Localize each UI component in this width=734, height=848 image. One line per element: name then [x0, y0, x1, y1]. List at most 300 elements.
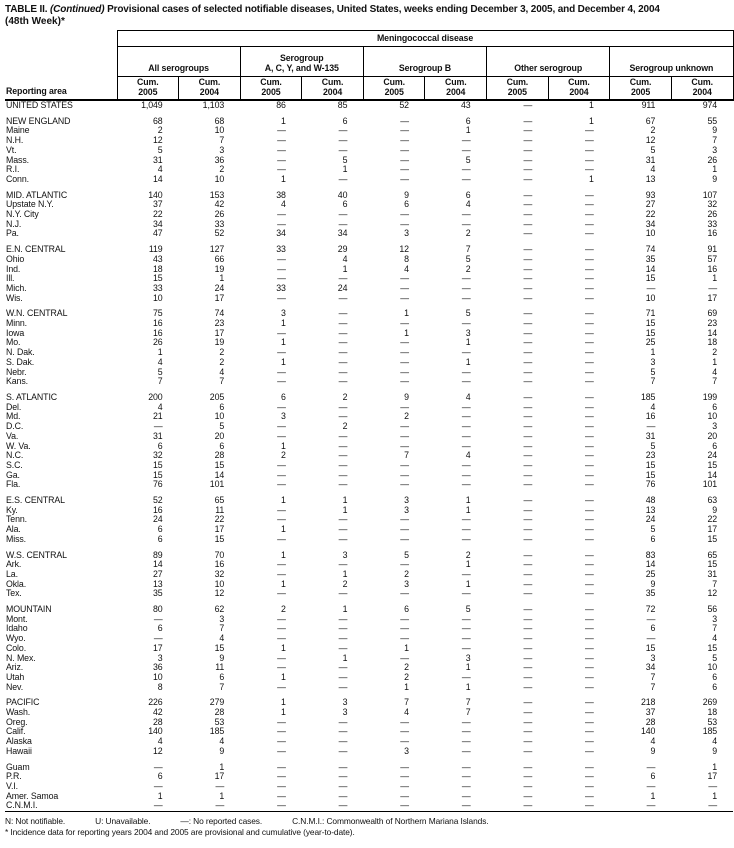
- value-cell: —: [400, 115, 409, 126]
- value-cell: —: [646, 761, 656, 772]
- value-cell: —: [585, 356, 594, 367]
- value-cell: 69: [707, 308, 718, 319]
- value-cell: 5: [404, 549, 409, 560]
- value-cell: —: [400, 479, 409, 490]
- value-cell: 9: [404, 391, 409, 402]
- legend-cnmi: C.N.M.I.: Commonwealth of Northern Mariana Islands.: [292, 816, 489, 827]
- value-cell: 76: [153, 479, 163, 490]
- value-cell: 1: [280, 356, 286, 367]
- reporting-area-cell: Ark.: [6, 559, 22, 570]
- value-cell: 14: [707, 469, 718, 480]
- value-cell: —: [523, 421, 533, 432]
- value-cell: 1: [157, 790, 163, 801]
- value-cell: —: [461, 771, 471, 782]
- value-cell: —: [585, 292, 594, 303]
- value-cell: 6: [712, 671, 718, 682]
- value-cell: —: [400, 736, 409, 747]
- value-cell: 22: [214, 514, 225, 525]
- value-cell: —: [523, 292, 533, 303]
- value-cell: —: [523, 318, 533, 329]
- reporting-area-cell: S. Dak.: [6, 356, 35, 367]
- value-cell: 18: [153, 263, 163, 274]
- value-cell: 5: [465, 154, 471, 165]
- value-cell: —: [400, 209, 409, 220]
- value-cell: —: [400, 790, 409, 801]
- value-cell: 4: [650, 164, 656, 175]
- group-label: Other serogroup: [514, 63, 583, 74]
- value-cell: 40: [337, 189, 348, 200]
- table-row: [5, 284, 733, 294]
- value-cell: 10: [645, 228, 656, 239]
- legend-unavailable: U: Unavailable.: [95, 816, 151, 827]
- value-cell: —: [461, 533, 471, 544]
- value-cell: 6: [219, 401, 225, 412]
- reporting-area-cell: C.N.M.I.: [5, 801, 117, 811]
- value-cell: 93: [645, 189, 656, 200]
- value-cell: 68: [153, 115, 163, 126]
- value-cell: 10: [645, 292, 656, 303]
- footnotes: [5, 816, 732, 837]
- value-cell: 32: [214, 568, 225, 579]
- value-cell: 3: [404, 504, 409, 515]
- value-cell: —: [523, 781, 533, 791]
- value-cell: —: [585, 189, 594, 200]
- value-cell: 10: [214, 125, 225, 136]
- value-cell: —: [523, 115, 533, 126]
- table-row: [5, 165, 733, 175]
- reporting-area-cell: Kans.: [6, 376, 28, 387]
- value-cell: —: [523, 681, 533, 692]
- table-row: [5, 117, 733, 127]
- table-row: [5, 506, 733, 516]
- value-cell: 5: [465, 604, 471, 615]
- value-cell: 6: [280, 391, 286, 402]
- value-cell: 76: [645, 479, 656, 490]
- table-row: [5, 535, 733, 545]
- value-cell: 226: [148, 697, 163, 708]
- table-row: [5, 801, 733, 811]
- value-cell: —: [277, 504, 286, 515]
- value-cell: 1: [465, 495, 471, 506]
- table-row: [5, 718, 733, 728]
- value-cell: 24: [645, 514, 656, 525]
- reporting-area-cell: Ky.: [6, 504, 18, 515]
- value-cell: —: [338, 318, 348, 329]
- table-row: [5, 403, 733, 413]
- value-cell: —: [523, 745, 533, 756]
- table-row: [5, 763, 733, 773]
- value-cell: 72: [645, 604, 656, 615]
- table-row: [5, 515, 733, 525]
- value-cell: —: [585, 244, 594, 255]
- table-row: [5, 570, 733, 580]
- value-cell: 1: [280, 115, 286, 126]
- value-cell: —: [461, 218, 471, 229]
- value-cell: —: [277, 135, 286, 146]
- value-cell: —: [585, 745, 594, 756]
- reporting-area-cell: Amer. Samoa: [6, 790, 59, 801]
- value-cell: 1: [280, 173, 286, 184]
- value-cell: 33: [214, 218, 225, 229]
- value-cell: —: [338, 292, 348, 303]
- value-cell: —: [461, 292, 471, 303]
- value-cell: —: [461, 411, 471, 422]
- value-cell: —: [400, 781, 409, 791]
- value-cell: 1: [712, 356, 718, 367]
- table-row: [5, 348, 733, 358]
- value-cell: 6: [342, 115, 348, 126]
- value-cell: —: [400, 771, 409, 782]
- value-cell: —: [277, 469, 286, 480]
- value-cell: 17: [153, 642, 163, 653]
- value-cell: —: [461, 623, 471, 634]
- table-row: [5, 319, 733, 329]
- value-cell: —: [338, 533, 348, 544]
- value-cell: 4: [712, 366, 718, 377]
- value-cell: 12: [214, 588, 225, 599]
- value-cell: 20: [707, 430, 718, 441]
- value-cell: —: [585, 421, 594, 432]
- reporting-area-cell: Vt.: [6, 144, 17, 155]
- value-cell: —: [277, 164, 286, 175]
- value-cell: 10: [153, 292, 163, 303]
- value-cell: 3: [157, 652, 163, 663]
- value-cell: 56: [707, 604, 718, 615]
- value-cell: —: [400, 524, 409, 535]
- value-cell: —: [523, 440, 533, 451]
- value-cell: —: [277, 430, 286, 441]
- value-cell: 16: [214, 559, 225, 570]
- value-cell: 3: [342, 549, 348, 560]
- value-cell: 185: [209, 726, 225, 737]
- table-row: [5, 451, 733, 461]
- value-cell: —: [400, 366, 409, 377]
- value-cell: 1: [465, 504, 471, 515]
- value-cell: 29: [337, 244, 348, 255]
- value-cell: —: [523, 652, 533, 663]
- value-cell: 28: [214, 707, 225, 718]
- value-cell: 4: [157, 356, 163, 367]
- value-cell: 80: [153, 604, 163, 615]
- value-cell: —: [461, 440, 471, 451]
- value-cell: —: [277, 533, 286, 544]
- value-cell: 67: [645, 115, 656, 126]
- table-row: [5, 442, 733, 452]
- value-cell: —: [400, 469, 409, 480]
- value-cell: 17: [707, 524, 718, 535]
- value-cell: —: [585, 604, 594, 615]
- value-cell: 269: [702, 697, 718, 708]
- value-cell: —: [461, 642, 471, 653]
- value-cell: —: [523, 430, 533, 441]
- value-cell: —: [400, 559, 409, 570]
- value-cell: 4: [280, 199, 286, 210]
- value-cell: 911: [641, 100, 656, 110]
- value-cell: 22: [153, 209, 163, 220]
- value-cell: —: [523, 642, 533, 653]
- value-cell: —: [585, 337, 594, 348]
- value-cell: —: [523, 189, 533, 200]
- value-cell: —: [153, 421, 163, 432]
- value-cell: —: [523, 218, 533, 229]
- value-cell: 11: [215, 662, 225, 673]
- value-cell: 140: [640, 726, 656, 737]
- value-cell: 974: [702, 100, 718, 110]
- value-cell: 1: [465, 662, 471, 673]
- reporting-area-cell: MOUNTAIN: [6, 604, 52, 615]
- value-cell: 1: [342, 164, 348, 175]
- value-cell: 4: [404, 707, 409, 718]
- value-cell: 1: [588, 115, 594, 126]
- value-cell: —: [277, 771, 286, 782]
- value-cell: —: [277, 568, 286, 579]
- value-cell: —: [277, 781, 286, 791]
- value-cell: —: [400, 347, 409, 358]
- table-row: [5, 644, 733, 654]
- value-cell: 4: [219, 736, 225, 747]
- value-cell: —: [523, 228, 533, 239]
- value-cell: —: [338, 623, 348, 634]
- value-cell: 12: [153, 745, 163, 756]
- value-cell: —: [461, 376, 471, 387]
- table-row: [5, 412, 733, 422]
- value-cell: 1: [280, 549, 286, 560]
- reporting-area-cell: Upstate N.Y.: [6, 199, 54, 210]
- value-cell: —: [461, 173, 471, 184]
- value-cell: 6: [157, 771, 163, 782]
- value-cell: —: [523, 282, 533, 293]
- value-cell: 16: [153, 504, 163, 515]
- value-cell: 10: [153, 671, 163, 682]
- value-cell: 4: [712, 633, 718, 644]
- table-row: [5, 683, 733, 693]
- table-title-text: Provisional cases of selected notifiable diseases, United States, weeks ending December 3, 2005, and December 4, 2004: [104, 4, 660, 15]
- reporting-area-cell: D.C.: [6, 421, 24, 432]
- value-cell: —: [400, 588, 409, 599]
- value-cell: 6: [712, 401, 718, 412]
- legend-no-reported-cases: —: No reported cases.: [180, 816, 263, 827]
- value-cell: 85: [337, 100, 348, 110]
- value-cell: 57: [707, 253, 718, 264]
- value-cell: 1: [280, 671, 286, 682]
- value-cell: —: [400, 273, 409, 284]
- value-cell: 52: [399, 100, 409, 110]
- reporting-area-cell: Iowa: [6, 327, 25, 338]
- value-cell: 4: [404, 263, 409, 274]
- value-cell: —: [338, 524, 348, 535]
- value-cell: —: [461, 781, 471, 791]
- table-row: [5, 663, 733, 673]
- value-cell: —: [523, 549, 533, 560]
- group-label: Serogroup B: [398, 63, 452, 74]
- value-cell: —: [338, 736, 348, 747]
- value-cell: —: [585, 790, 594, 801]
- value-cell: —: [523, 376, 533, 387]
- value-cell: 3: [465, 327, 471, 338]
- value-cell: —: [585, 459, 594, 470]
- value-cell: 15: [214, 642, 225, 653]
- reporting-area-cell: Alaska: [6, 736, 32, 747]
- value-cell: 31: [153, 430, 163, 441]
- value-cell: 101: [209, 479, 225, 490]
- value-cell: —: [523, 578, 533, 589]
- value-cell: 200: [148, 391, 163, 402]
- value-cell: 18: [707, 707, 718, 718]
- table-row: [5, 309, 733, 319]
- value-cell: 15: [645, 469, 656, 480]
- table-row: [5, 792, 733, 802]
- footnote-legend: [5, 816, 732, 827]
- value-cell: 33: [276, 244, 286, 255]
- value-cell: 10: [707, 411, 718, 422]
- value-cell: 3: [650, 652, 656, 663]
- value-cell: 10: [214, 173, 225, 184]
- table-row: [5, 265, 733, 275]
- value-cell: 9: [650, 745, 656, 756]
- value-cell: —: [585, 164, 594, 175]
- reporting-area-cell: N. Dak.: [6, 347, 35, 358]
- value-cell: —: [277, 726, 286, 737]
- value-cell: 15: [214, 533, 225, 544]
- value-cell: —: [400, 144, 409, 155]
- value-cell: 5: [157, 366, 163, 377]
- value-cell: 185: [702, 726, 718, 737]
- value-cell: —: [338, 347, 348, 358]
- value-cell: 28: [645, 716, 656, 727]
- value-cell: —: [610, 801, 672, 811]
- value-cell: 101: [702, 479, 718, 490]
- value-cell: 15: [645, 459, 656, 470]
- value-cell: —: [523, 613, 533, 624]
- value-cell: 9: [712, 504, 718, 515]
- value-cell: —: [523, 568, 533, 579]
- value-cell: —: [277, 588, 286, 599]
- value-cell: 26: [707, 209, 718, 220]
- reporting-area-cell: Wash.: [6, 707, 31, 718]
- value-cell: 3: [219, 613, 225, 624]
- value-cell: —: [461, 726, 471, 737]
- value-cell: —: [523, 726, 533, 737]
- value-cell: —: [523, 401, 533, 412]
- value-cell: —: [461, 459, 471, 470]
- value-cell: —: [338, 514, 348, 525]
- value-cell: 18: [707, 337, 718, 348]
- value-cell: 34: [645, 218, 656, 229]
- value-cell: 31: [645, 154, 656, 165]
- value-cell: 34: [276, 228, 286, 239]
- value-cell: 33: [276, 282, 286, 293]
- value-cell: —: [277, 125, 286, 136]
- value-cell: —: [400, 633, 409, 644]
- value-cell: —: [585, 613, 594, 624]
- value-cell: 31: [153, 154, 163, 165]
- value-cell: 8: [404, 253, 409, 264]
- value-cell: 75: [153, 308, 163, 319]
- value-cell: 1,103: [202, 100, 225, 110]
- value-cell: —: [400, 376, 409, 387]
- value-cell: —: [302, 801, 364, 811]
- value-cell: —: [338, 716, 348, 727]
- value-cell: 1: [280, 440, 286, 451]
- value-cell: 19: [214, 263, 225, 274]
- value-cell: 2: [280, 604, 286, 615]
- value-cell: —: [585, 253, 594, 264]
- value-cell: 62: [214, 604, 225, 615]
- reporting-area-cell: Oreg.: [6, 716, 28, 727]
- value-cell: —: [585, 533, 594, 544]
- table-row: [5, 255, 733, 265]
- value-cell: —: [338, 781, 348, 791]
- value-cell: —: [585, 578, 594, 589]
- table-row: [5, 338, 733, 348]
- value-cell: 1: [465, 578, 471, 589]
- reporting-area-cell: Ariz.: [6, 662, 24, 673]
- value-cell: 3: [404, 745, 409, 756]
- value-cell: —: [400, 125, 409, 136]
- value-cell: 55: [707, 115, 718, 126]
- value-cell: 7: [650, 376, 656, 387]
- value-cell: 3: [280, 411, 286, 422]
- reporting-area-cell: V.I.: [6, 781, 18, 791]
- value-cell: —: [338, 411, 348, 422]
- value-cell: 1: [650, 790, 656, 801]
- value-cell: —: [338, 459, 348, 470]
- value-cell: 22: [707, 514, 718, 525]
- reporting-area-cell: MID. ATLANTIC: [6, 189, 68, 200]
- value-cell: 3: [342, 697, 348, 708]
- value-cell: 1: [219, 761, 225, 772]
- value-cell: 43: [153, 253, 163, 264]
- value-cell: 7: [219, 681, 225, 692]
- value-cell: —: [277, 401, 286, 412]
- value-cell: —: [585, 228, 594, 239]
- value-cell: —: [277, 292, 286, 303]
- value-cell: —: [708, 282, 718, 293]
- value-cell: 7: [650, 671, 656, 682]
- value-cell: —: [585, 504, 594, 515]
- value-cell: —: [277, 273, 286, 284]
- value-cell: 14: [153, 173, 163, 184]
- reporting-area-cell: Conn.: [6, 173, 29, 184]
- value-cell: 32: [707, 199, 718, 210]
- value-cell: 9: [219, 745, 225, 756]
- value-cell: 14: [645, 559, 656, 570]
- value-cell: —: [400, 514, 409, 525]
- value-cell: —: [153, 781, 163, 791]
- value-cell: —: [363, 801, 425, 811]
- value-cell: —: [585, 549, 594, 560]
- table-row: [5, 560, 733, 570]
- value-cell: —: [400, 282, 409, 293]
- value-cell: 4: [465, 199, 471, 210]
- table-row: [5, 461, 733, 471]
- value-cell: —: [523, 771, 533, 782]
- value-cell: —: [338, 479, 348, 490]
- value-cell: —: [585, 716, 594, 727]
- value-cell: —: [338, 671, 348, 682]
- value-cell: —: [585, 376, 594, 387]
- value-cell: —: [461, 347, 471, 358]
- value-cell: 3: [650, 356, 656, 367]
- value-cell: —: [523, 391, 533, 402]
- value-cell: —: [338, 376, 348, 387]
- value-cell: —: [461, 209, 471, 220]
- value-cell: —: [461, 164, 471, 175]
- value-cell: —: [585, 318, 594, 329]
- value-cell: —: [461, 736, 471, 747]
- value-cell: —: [585, 366, 594, 377]
- value-cell: —: [461, 273, 471, 284]
